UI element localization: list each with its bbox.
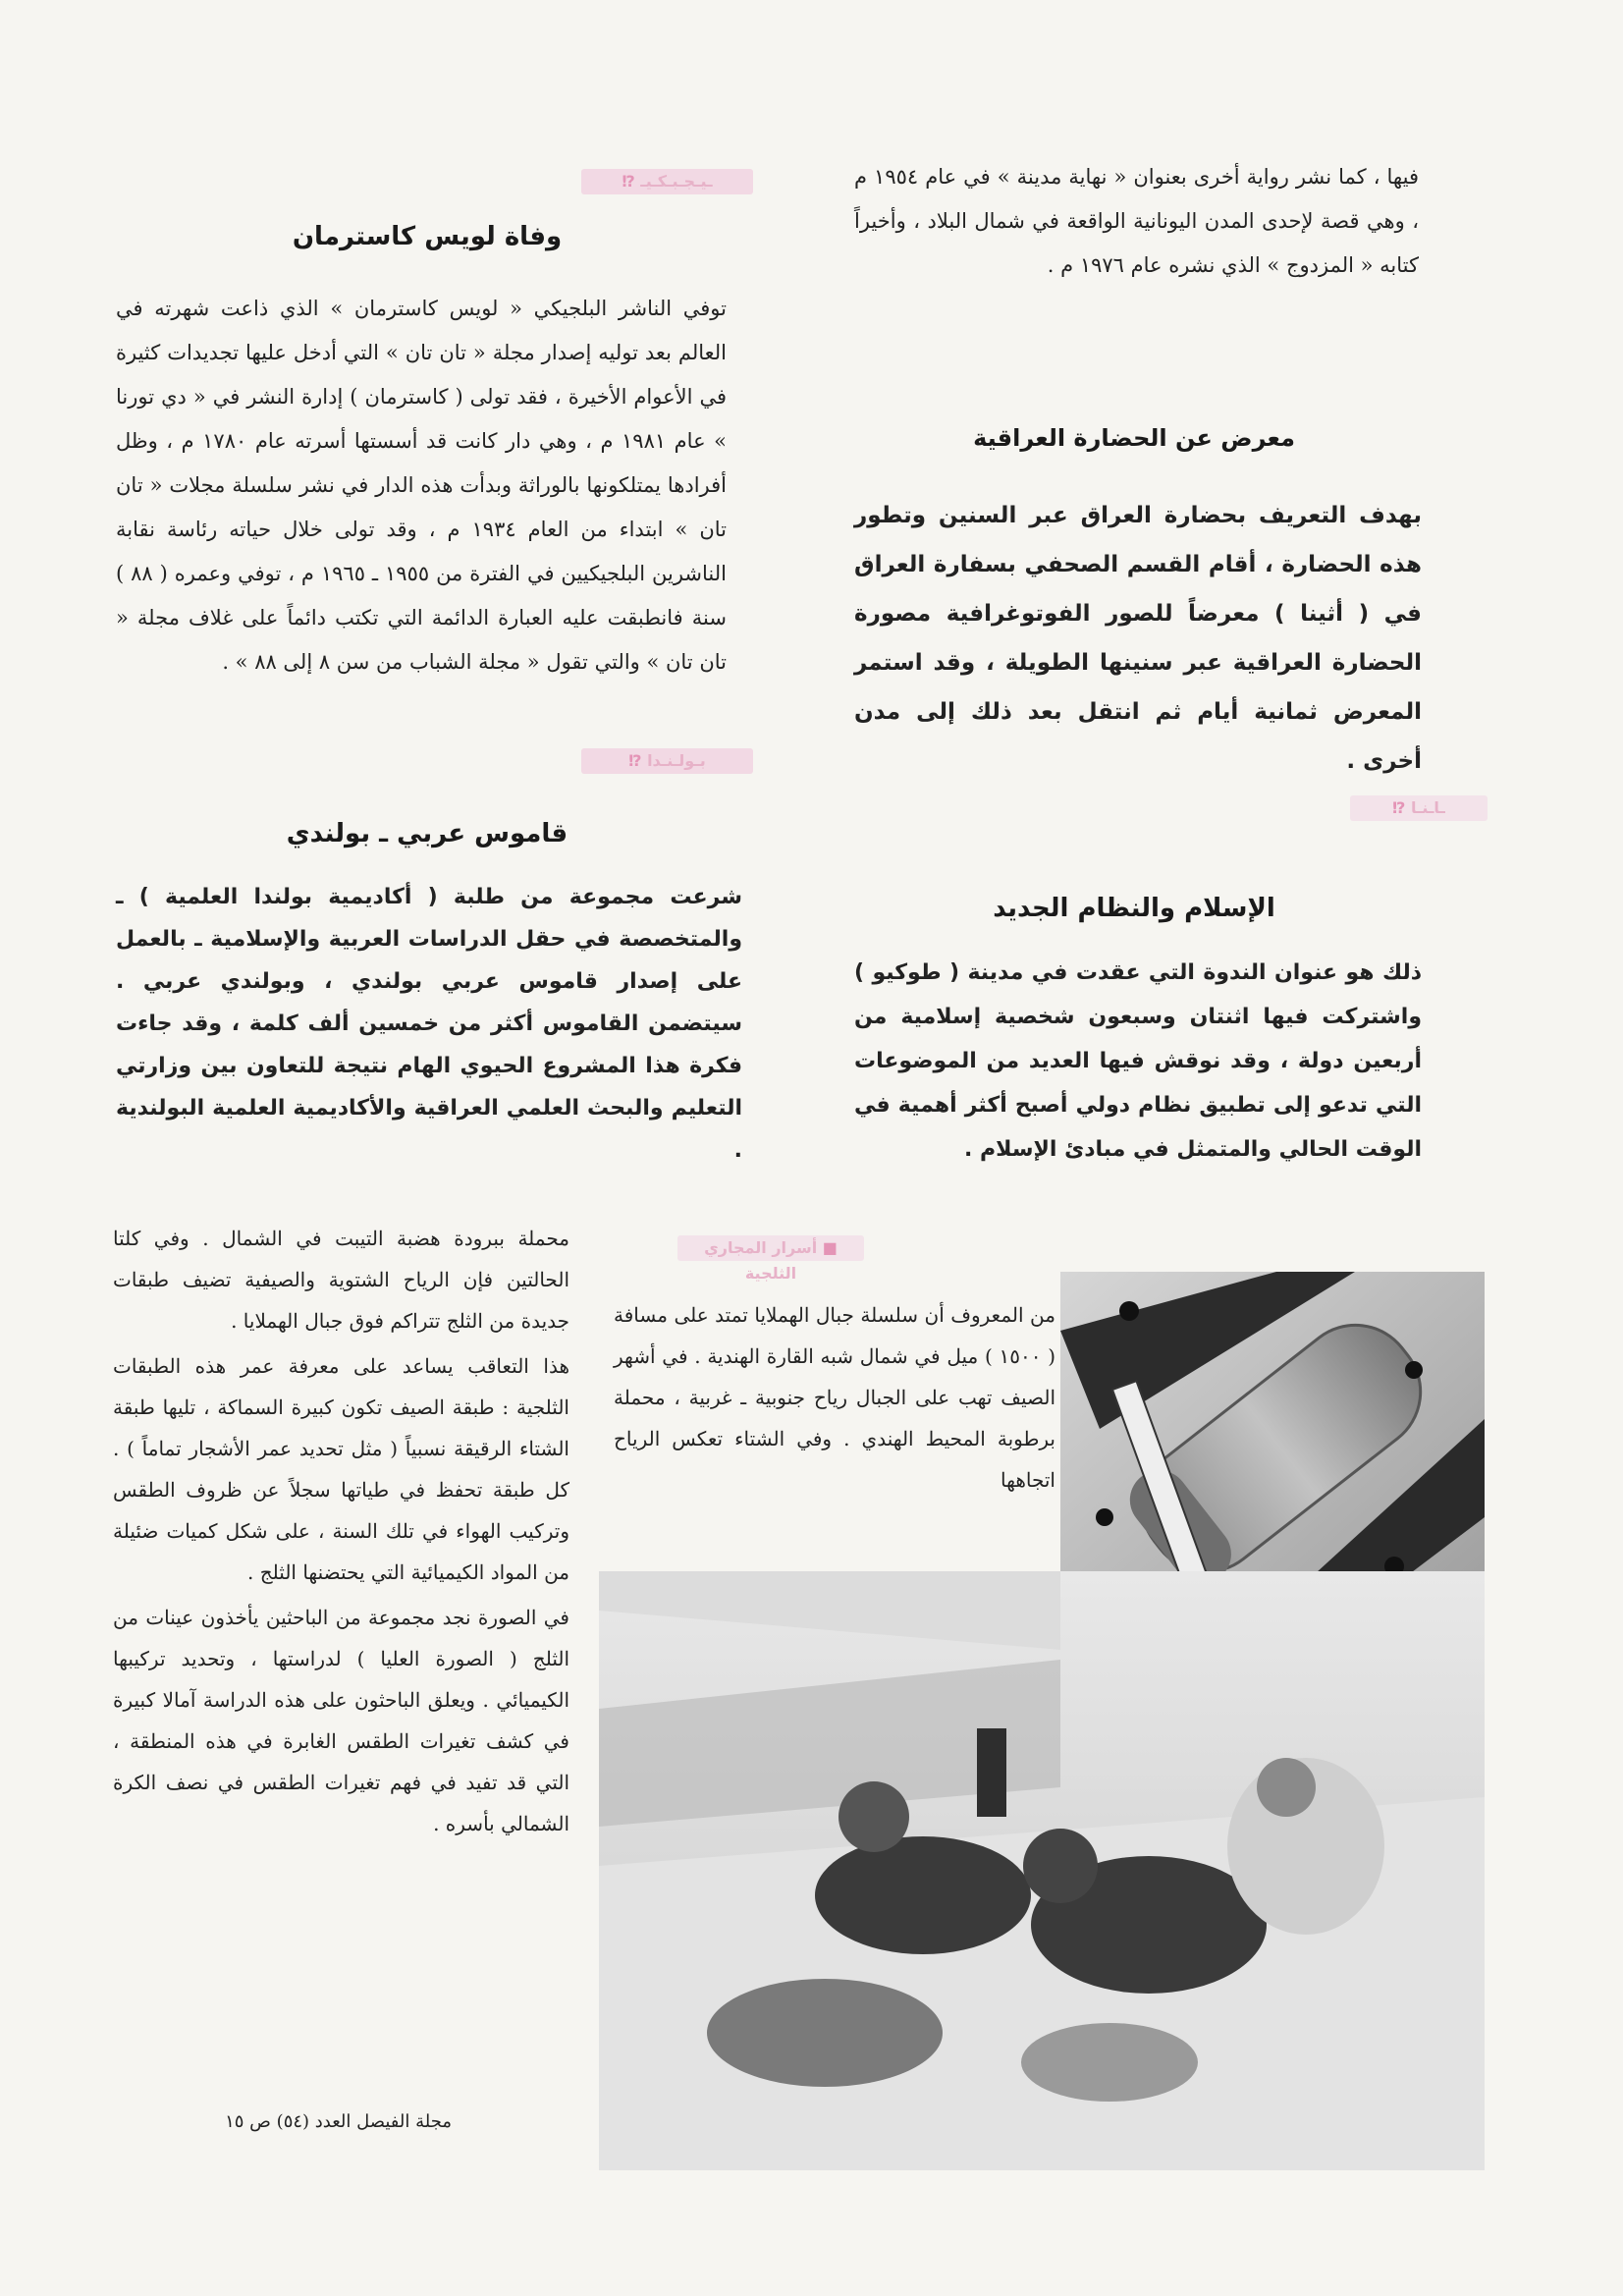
snow-paragraph-3: في الصورة نجد مجموعة من الباحثين يأخذون عينات من الثلج ( الصورة العليا ) لدراستها ، وتحديد تركيبها الكيميائي . ويعلق الباحثون على هذه الدراسة آمالا كبيرة في كشف تغيرات الطقس الغابرة في هذه المنطقة ، التي قد تفيد في فهم تغيرات الطقس في نصف الكرة الشمالي بأسره . <box>113 1606 570 1835</box>
death-article <box>116 287 727 684</box>
snow-paragraph-1: محملة ببرودة هضبة التيبت في الشمال . وفي كلتا الحالتين فإن الرياح الشتوية والصيفية تضيف طبقات جديدة من الثلج تتراكم فوق جبال الهملايا . <box>113 1227 569 1333</box>
death-headline: وفاة لويس كاسترمان <box>292 222 563 251</box>
section-tag-snow: ■ أسرار المجاري الثلجية <box>677 1235 864 1261</box>
iraq-headline: معرض عن الحضارة العراقية <box>973 424 1295 452</box>
section-tag-top: ـيـجـبـكـيـ ⁉ <box>581 169 753 194</box>
iraq-article <box>854 491 1422 786</box>
iraq-text: بهدف التعريف بحضارة العراق عبر السنين وتطور هذه الحضارة ، أقام القسم الصحفي بسفارة العراق في ( أثينا ) معرضاً للصور الفوتوغرافية مصورة الحضارة العراقية عبر سنينها الطويلة ، وقد استمر المعرض ثمانية أيام ثم انتقل بعد ذلك إلى مدن أخرى . <box>854 503 1422 774</box>
snow-article <box>113 1218 569 1844</box>
researchers-illustration <box>599 1571 1485 2170</box>
islam-headline: الإسلام والنظام الجديد <box>993 894 1275 923</box>
continuation-text: فيها ، كما نشر رواية أخرى بعنوان « نهاية مدينة » في عام ١٩٥٤ م ، وهي قصة لإحدى المدن اليونانية الواقعة في شمال البلاد ، وأخيراً كتابه « المزدوج » الذي نشره عام ١٩٧٦ م . <box>854 165 1419 277</box>
dictionary-headline: قاموس عربي ـ بولندي <box>286 819 568 848</box>
section-tag-islam: ـاـنـا ⁉ <box>1350 795 1488 821</box>
snow-paragraph-2: هذا التعاقب يساعد على معرفة عمر هذه الطبقات الثلجية : طبقة الصيف تكون كبيرة السماكة ، تليها طبقة الشتاء الرقيقة نسبياً ( مثل تحديد عمر الأشجار تماماً ) . كل طبقة تحفظ في طياتها سجلاً عن ظروف الطقس وتركيب الهواء في تلك السنة ، على شكل كميات ضئيلة من المواد الكيميائية التي يحتضنها الثلج . <box>113 1354 569 1584</box>
page-footer: مجلة الفيصل العدد (٥٤) ص ١٥ <box>225 2111 452 2132</box>
dictionary-article <box>116 876 742 1172</box>
researchers-photo <box>599 1571 1485 2170</box>
islam-article <box>854 951 1422 1172</box>
snow-intro <box>614 1294 1055 1501</box>
dictionary-text: شرعت مجموعة من طلبة ( أكاديمية بولندا العلمية ) ـ والمتخصصة في حقل الدراسات العربية والإسلامية ـ بالعمل على إصدار قاموس عربي بولندي ، وبولندي عربي . سيتضمن القاموس أكثر من خمسين ألف كلمة ، وقد جاءت فكرة هذا المشروع الحيوي الهام نتيجة للتعاون بين وزارتي التعليم والبحث العلمي العراقية والأكاديمية العلمية البولندية . <box>116 885 742 1163</box>
islam-text: ذلك هو عنوان الندوة التي عقدت في مدينة ( طوكيو ) واشتركت فيها اثنتان وسبعون شخصية إسلامية من أربعين دولة ، وقد نوقش فيها العديد من الموضوعات التي تدعو إلى تطبيق نظام دولي أصبح أكثر أهمية في الوقت الحالي والمتمثل في مبادئ الإسلام . <box>854 960 1422 1162</box>
section-tag-dictionary: بـولـنـدا ⁉ <box>581 748 753 774</box>
death-text: توفي الناشر البلجيكي « لويس كاسترمان » الذي ذاعت شهرته في العالم بعد توليه إصدار مجلة « تان تان » التي أدخل عليها تجديدات كثيرة في الأعوام الأخيرة ، فقد تولى ( كاسترمان ) إدارة النشر في « دي تورنا » عام ١٩٨١ م ، وهي دار كانت قد أسستها أسرته عام ١٧٨٠ م ، وظل أفرادها يمتلكونها بالوراثة وبدأت هذه الدار في نشر سلسلة مجلات « تان تان » ابتداء من العام ١٩٣٤ م ، وقد تولى خلال حياته رئاسة نقابة الناشرين البلجيكيين في الفترة من ١٩٥٥ ـ ١٩٦٥ م ، توفي وعمره ( ٨٨ ) سنة فانطبقت عليه العبارة الدائمة التي تكتب دائماً على غلاف مجلة « تان تان » والتي تقول « مجلة الشباب من سن ٨ إلى ٨٨ » . <box>116 297 728 674</box>
snow-intro-text: من المعروف أن سلسلة جبال الهملايا تمتد على مسافة ( ١٥٠٠ ) ميل في شمال شبه القارة الهندية . في أشهر الصيف تهب على الجبال رياح جنوبية ـ غربية ، محملة برطوبة المحيط الهندي . وفي الشتاء تعكس الرياح اتجاهها <box>614 1303 1055 1492</box>
article-continuation <box>854 155 1419 288</box>
